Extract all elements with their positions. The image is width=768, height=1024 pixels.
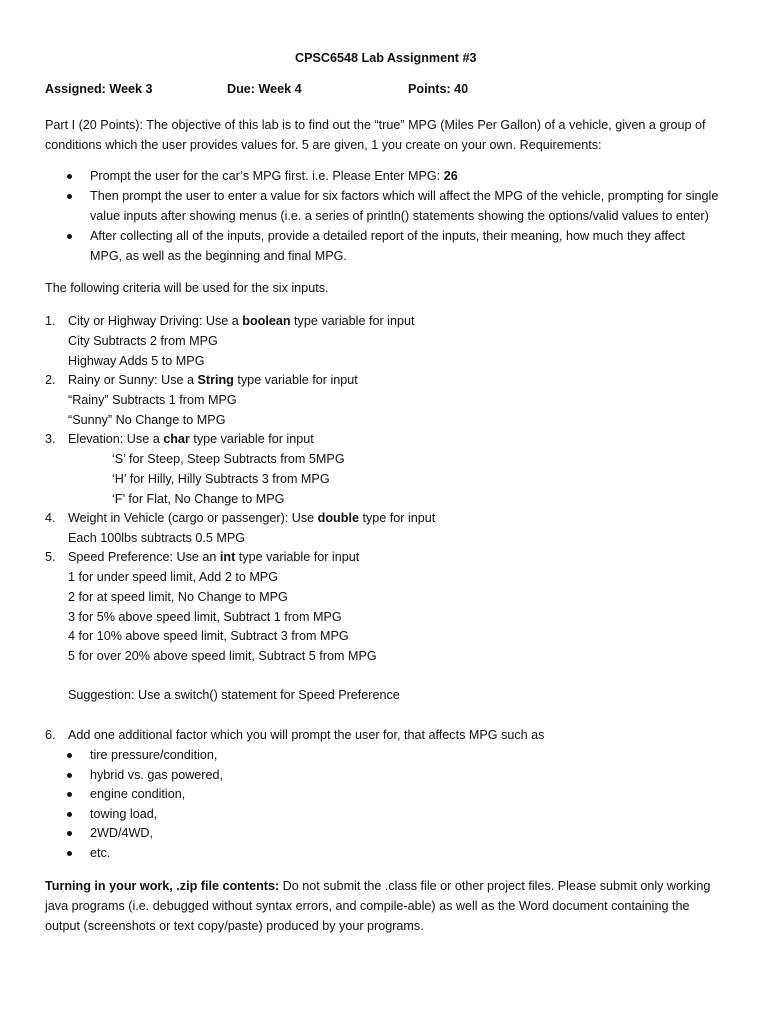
item-2-number: 2. <box>45 373 56 387</box>
points-label: Points: 40 <box>408 82 469 96</box>
factor-item: 2WD/4WD, <box>90 826 153 840</box>
item-5-detail-a: 1 for under speed limit, Add 2 to MPG <box>68 570 279 584</box>
assigned-label: Assigned: Week 3 <box>45 82 153 96</box>
factor-item: tire pressure/condition, <box>90 748 218 762</box>
factor-item: engine condition, <box>90 787 186 801</box>
item-6-number: 6. <box>45 728 56 742</box>
item-5-detail-b: 2 for at speed limit, No Change to MPG <box>68 590 288 604</box>
item-3-number: 3. <box>45 432 56 446</box>
item-5-heading: Speed Preference: Use an int type variable for input <box>68 550 360 564</box>
item-2-detail-b: “Sunny” No Change to MPG <box>68 413 226 427</box>
bullet-icon <box>67 792 72 797</box>
turnin-line2: java programs (i.e. debugged without syntax errors, and compile-able) as well as the Word document containing the <box>45 899 690 913</box>
item-3-detail-b: ‘H’ for Hilly, Hilly Subtracts 3 from MPG <box>112 472 330 486</box>
item-5-number: 5. <box>45 550 56 564</box>
bullet-icon <box>67 812 72 817</box>
bullet-icon <box>67 174 72 179</box>
factor-item: hybrid vs. gas powered, <box>90 768 224 782</box>
requirement-1-value: 26 <box>443 169 458 183</box>
turnin-line1: Turning in your work, .zip file contents: Do not submit the .class file or other project files. Please submit only working <box>45 879 711 893</box>
item-1-heading: City or Highway Driving: Use a boolean type variable for input <box>68 314 415 328</box>
item-5-detail-e: 5 for over 20% above speed limit, Subtract 5 from MPG <box>68 649 377 663</box>
item-2-detail-a: “Rainy” Subtracts 1 from MPG <box>68 393 237 407</box>
item-4-heading: Weight in Vehicle (cargo or passenger): Use double type for input <box>68 511 436 525</box>
document-title: CPSC6548 Lab Assignment #3 <box>295 51 477 65</box>
bullet-icon <box>67 234 72 239</box>
turnin-heading: Turning in your work, .zip file contents: <box>45 879 280 893</box>
item-3-detail-c: ‘F’ for Flat, No Change to MPG <box>112 492 285 506</box>
requirement-3-line1: After collecting all of the inputs, provide a detailed report of the inputs, their meaning, how much they affect <box>90 229 685 243</box>
suggestion-text: Suggestion: Use a switch() statement for Speed Preference <box>68 688 400 702</box>
item-1-number: 1. <box>45 314 56 328</box>
factor-item: etc. <box>90 846 111 860</box>
bullet-icon <box>67 194 72 199</box>
requirement-3-line2: MPG, as well as the beginning and final MPG. <box>90 249 347 263</box>
due-label: Due: Week 4 <box>227 82 302 96</box>
item-3-detail-a: ‘S’ for Steep, Steep Subtracts from 5MPG <box>112 452 345 466</box>
factor-item: towing load, <box>90 807 158 821</box>
part1-line1: Part I (20 Points): The objective of this lab is to find out the “true” MPG (Miles Per Gallon) of a vehicle, given a group of <box>45 118 706 132</box>
item-6-heading: Add one additional factor which you will prompt the user for, that affects MPG such as <box>68 728 545 742</box>
requirement-1: Prompt the user for the car’s MPG first. i.e. Please Enter MPG: 26 <box>90 169 458 183</box>
item-4-number: 4. <box>45 511 56 525</box>
turnin-line3: output (screenshots or text copy/paste) produced by your programs. <box>45 919 424 933</box>
item-1-detail-a: City Subtracts 2 from MPG <box>68 334 218 348</box>
item-5-detail-d: 4 for 10% above speed limit, Subtract 3 from MPG <box>68 629 349 643</box>
part1-line2: conditions which the user provides values for. 5 are given, 1 you create on your own. Requirements: <box>45 138 602 152</box>
item-1-detail-b: Highway Adds 5 to MPG <box>68 354 205 368</box>
requirement-2-line1: Then prompt the user to enter a value for six factors which will affect the MPG of the vehicle, prompting for single <box>90 189 719 203</box>
bullet-icon <box>67 753 72 758</box>
item-2-heading: Rainy or Sunny: Use a String type variable for input <box>68 373 358 387</box>
bullet-icon <box>67 773 72 778</box>
item-5-detail-c: 3 for 5% above speed limit, Subtract 1 from MPG <box>68 610 342 624</box>
item-3-heading: Elevation: Use a char type variable for input <box>68 432 314 446</box>
bullet-icon <box>67 851 72 856</box>
criteria-intro: The following criteria will be used for the six inputs. <box>45 281 329 295</box>
requirement-2-line2: value inputs after showing menus (i.e. a series of println() statements showing the options/valid values to enter) <box>90 209 709 223</box>
bullet-icon <box>67 831 72 836</box>
item-4-detail-a: Each 100lbs subtracts 0.5 MPG <box>68 531 246 545</box>
